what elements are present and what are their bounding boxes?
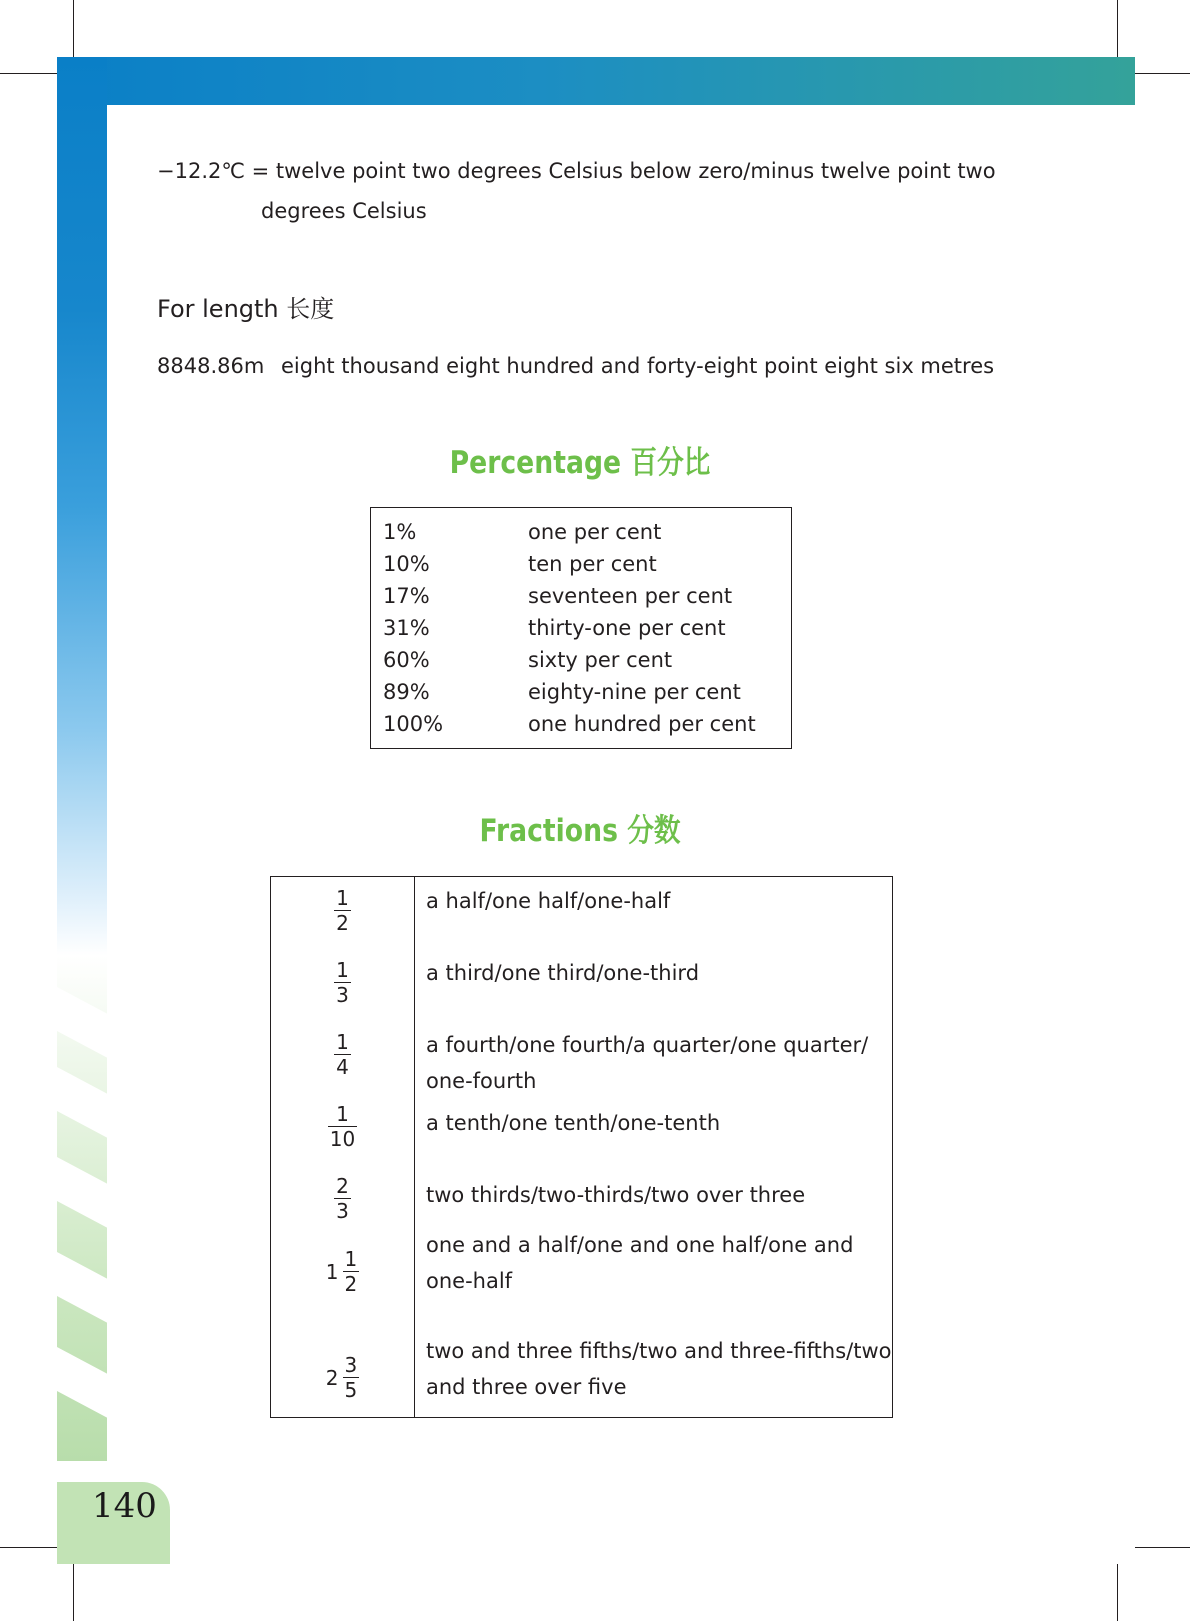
table-row — [371, 612, 792, 644]
table-row — [371, 580, 792, 612]
table-row — [371, 508, 792, 517]
fraction — [271, 1030, 414, 1079]
crop-mark — [1117, 0, 1118, 57]
length-value: 8848.86m — [157, 354, 265, 378]
percent-reading: thirty-one per cent — [528, 616, 726, 640]
percent-value: 89% — [383, 680, 430, 704]
fraction-reading: two and three fifths/two and three-fifths/two — [426, 1339, 892, 1363]
fraction-denominator: 3 — [336, 1199, 349, 1223]
table-row — [371, 516, 792, 548]
band-stripe — [57, 1347, 107, 1423]
fraction-reading: a half/one half/one-half — [426, 889, 671, 913]
band-stripe — [57, 1252, 107, 1328]
temperature-line-continued: degrees Celsius — [261, 199, 427, 223]
fraction-denominator: 2 — [344, 1272, 358, 1296]
percent-reading: eighty-nine per cent — [528, 680, 741, 704]
crop-mark — [0, 73, 57, 74]
fraction-reading: one-fourth — [426, 1069, 537, 1093]
percent-value: 31% — [383, 616, 430, 640]
fraction-reading: a third/one third/one-third — [426, 961, 700, 985]
table-row — [371, 676, 792, 708]
band-stripe — [57, 1157, 107, 1233]
fraction-reading: one-half — [426, 1269, 513, 1293]
side-band — [57, 57, 107, 1461]
fraction-denominator: 10 — [329, 1127, 356, 1151]
fraction-reading: and three over five — [426, 1375, 627, 1399]
fraction-numerator: 1 — [336, 958, 349, 982]
length-heading: For length 长度 — [157, 295, 335, 323]
fraction-whole: 1 — [325, 1259, 339, 1284]
percent-reading: one per cent — [528, 520, 662, 544]
crop-mark — [73, 1564, 74, 1621]
band-stripe — [57, 1067, 107, 1143]
percent-reading: seventeen per cent — [528, 584, 733, 608]
crop-mark — [73, 0, 74, 57]
page-number: 140 — [92, 1486, 157, 1526]
crop-mark — [0, 1547, 57, 1548]
percent-value: 10% — [383, 552, 430, 576]
fraction — [271, 886, 414, 935]
mixed-fraction — [271, 1247, 414, 1296]
percentage-table — [370, 507, 792, 749]
crop-mark — [1117, 1564, 1118, 1621]
fraction-reading: two thirds/two-thirds/two over three — [426, 1183, 806, 1207]
fraction-whole: 2 — [325, 1365, 339, 1390]
percent-value: 17% — [383, 584, 430, 608]
band-stripe — [57, 987, 107, 1063]
table-row — [371, 644, 792, 676]
fraction-denominator: 2 — [336, 911, 349, 935]
crop-mark — [1135, 1547, 1190, 1548]
fraction-numerator: 1 — [336, 886, 349, 910]
table-row — [371, 740, 792, 749]
fraction-numerator: 2 — [336, 1174, 349, 1198]
table-row — [271, 877, 893, 1418]
mixed-fraction — [271, 1353, 414, 1402]
crop-mark — [1135, 73, 1190, 74]
fractions-table — [270, 876, 893, 1418]
fraction-column — [271, 877, 415, 1418]
fraction-denominator: 3 — [336, 983, 349, 1007]
reading-column — [415, 877, 893, 1418]
temperature-line: −12.2℃ = twelve point two degrees Celsius below zero/minus twelve point two — [157, 159, 996, 183]
percentage-heading: Percentage 百分比 — [449, 445, 711, 481]
fraction-reading: one and a half/one and one half/one and — [426, 1233, 854, 1257]
fraction-denominator: 4 — [336, 1055, 349, 1079]
fraction-reading: a fourth/one fourth/a quarter/one quarter/ — [426, 1033, 869, 1057]
percent-value: 60% — [383, 648, 430, 672]
fraction-numerator: 3 — [344, 1353, 358, 1377]
fraction-numerator: 1 — [336, 1030, 349, 1054]
percent-reading: ten per cent — [528, 552, 657, 576]
fractions-heading: Fractions 分数 — [479, 813, 681, 849]
table-row — [371, 548, 792, 580]
percent-reading: sixty per cent — [528, 648, 673, 672]
header-band — [57, 57, 1135, 105]
fraction — [271, 1102, 414, 1151]
fraction-denominator: 5 — [344, 1378, 358, 1402]
fraction-numerator: 1 — [344, 1247, 358, 1271]
percent-reading: one hundred per cent — [528, 712, 756, 736]
fraction — [271, 1174, 414, 1223]
fraction — [271, 958, 414, 1007]
table-row — [371, 708, 792, 740]
percent-value: 1% — [383, 520, 417, 544]
percent-value: 100% — [383, 712, 444, 736]
fraction-numerator: 1 — [336, 1102, 349, 1126]
length-reading: eight thousand eight hundred and forty-eight point eight six metres — [281, 354, 995, 378]
fraction-reading: a tenth/one tenth/one-tenth — [426, 1111, 721, 1135]
